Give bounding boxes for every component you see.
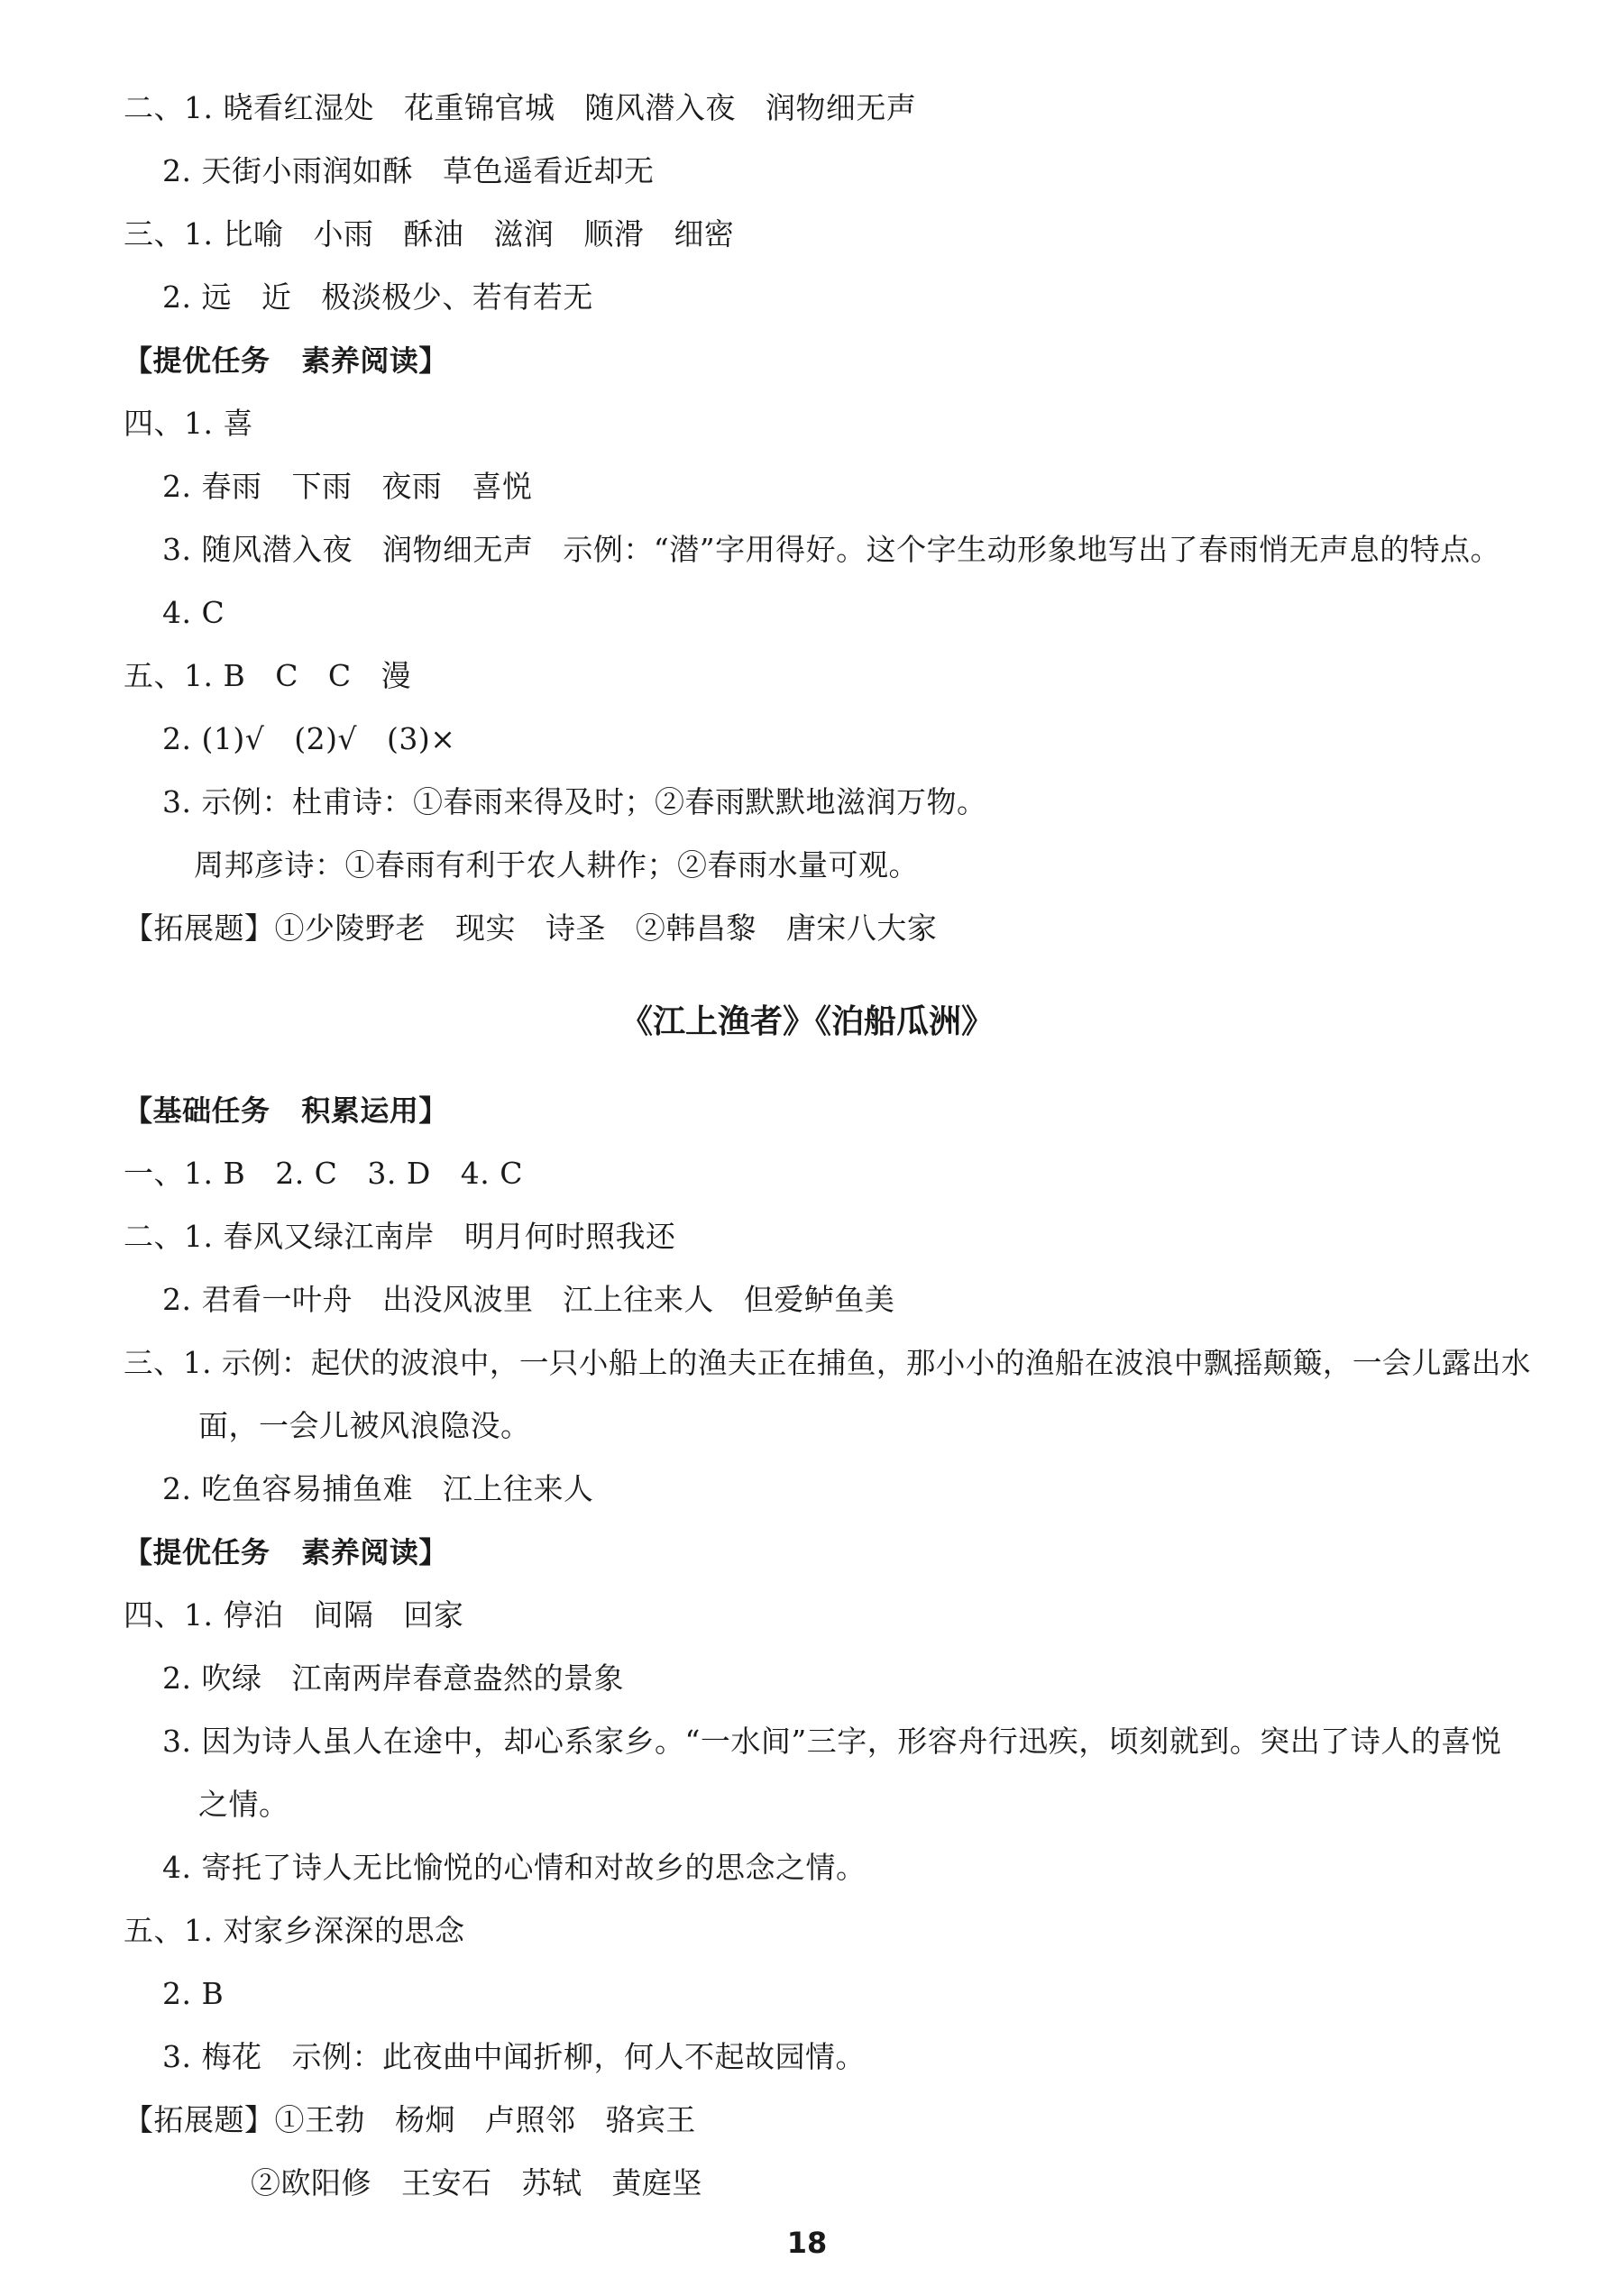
answer-line: 3. 梅花 示例：此夜曲中闻折柳，何人不起故园情。 [162, 2039, 866, 2074]
answer-line: 三、1. 示例：起伏的波浪中，一只小船上的渔夫正在捕鱼，那小小的渔船在波浪中飘摇颠簸，一会儿露出水 [124, 1346, 1531, 1380]
answer-line: 2. B [162, 1976, 225, 2011]
answer-line: 五、1. B C C 漫 [124, 658, 412, 693]
answer-line: 3. 示例：杜甫诗：①春雨来得及时；②春雨默默地滋润万物。 [162, 784, 987, 819]
answer-line: 2. 远 近 极淡极少、若有若无 [162, 279, 593, 315]
answer-line: 4. C [162, 595, 225, 630]
answer-line: 2. 吹绿 江南两岸春意盎然的景象 [162, 1660, 624, 1696]
answer-line: ②欧阳修 王安石 苏轼 黄庭坚 [251, 2165, 702, 2200]
answer-line: 四、1. 停泊 间隔 回家 [124, 1597, 464, 1633]
answer-line: 面，一会儿被风浪隐没。 [198, 1408, 531, 1443]
section-title: 《江上渔者》《泊船瓜洲》 [619, 1003, 994, 1040]
answer-line: 四、1. 喜 [124, 406, 253, 441]
answer-line: 2. (1)√ (2)√ (3)× [162, 721, 456, 756]
answer-line: 二、1. 晓看红湿处 花重锦官城 随风潜入夜 润物细无声 [124, 90, 917, 125]
section-header: 【基础任务 积累运用】 [124, 1093, 448, 1128]
answer-line: 2. 吃鱼容易捕鱼难 江上往来人 [162, 1471, 594, 1506]
answer-line: 4. 寄托了诗人无比愉悦的心情和对故乡的思念之情。 [162, 1850, 867, 1885]
answer-line: 之情。 [198, 1787, 289, 1822]
answer-line: 2. 春雨 下雨 夜雨 喜悦 [162, 469, 533, 504]
answer-line: 周邦彦诗：①春雨有利于农人耕作；②春雨水量可观。 [194, 847, 919, 883]
answer-line: 3. 随风潜入夜 润物细无声 示例：“潜”字用得好。这个字生动形象地写出了春雨悄无声息的特点。 [162, 532, 1501, 567]
answer-line: 二、1. 春风又绿江南岸 明月何时照我还 [124, 1219, 676, 1254]
answer-line: 3. 因为诗人虽人在途中，却心系家乡。“一水间”三字，形容舟行迅疾，顷刻就到。突出了诗人的喜悦 [162, 1724, 1502, 1759]
answer-line: 五、1. 对家乡深深的思念 [124, 1913, 465, 1948]
section-header: 【提优任务 素养阅读】 [124, 343, 448, 378]
answer-line: 一、1. B 2. C 3. D 4. C [124, 1156, 524, 1191]
answer-line: 【拓展题】①少陵野老 现实 诗圣 ②韩昌黎 唐宋八大家 [124, 910, 938, 946]
page-number: 18 [786, 2226, 828, 2260]
answer-line: 【拓展题】①王勃 杨炯 卢照邻 骆宾王 [124, 2102, 696, 2137]
answer-line: 2. 君看一叶舟 出没风波里 江上往来人 但爱鲈鱼美 [162, 1282, 895, 1317]
answer-line: 2. 天街小雨润如酥 草色遥看近却无 [162, 153, 655, 188]
section-header: 【提优任务 素养阅读】 [124, 1535, 448, 1569]
answer-line: 三、1. 比喻 小雨 酥油 滋润 顺滑 细密 [124, 216, 735, 252]
